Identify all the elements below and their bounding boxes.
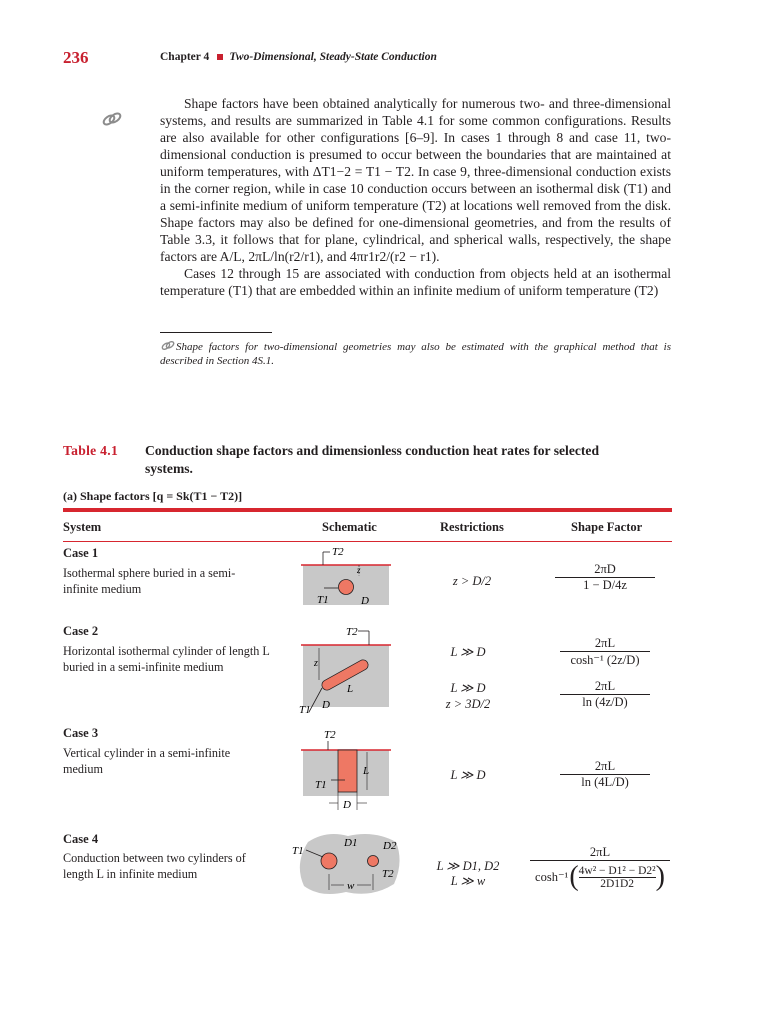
- label-L: L: [363, 765, 370, 777]
- fraction-denominator: [530, 860, 670, 891]
- case-1-restriction: z > D/2: [452, 574, 492, 588]
- label-w: w: [347, 880, 355, 892]
- case-4-shape-factor: [530, 845, 670, 891]
- header-shape-factor: Shape Factor: [571, 520, 643, 534]
- case-1-shape-factor: [555, 562, 655, 593]
- label-D2: D2: [383, 840, 397, 852]
- web-link-icon: [160, 340, 176, 351]
- label-D: D: [322, 699, 330, 711]
- fraction-numerator: 2πL: [594, 759, 616, 773]
- table-caption: [63, 442, 663, 476]
- inner-fraction: [579, 865, 656, 890]
- fraction-numerator: 2πL: [594, 636, 616, 650]
- label-T2: T2: [346, 626, 358, 638]
- case-2-restriction-3: z > 3D/2: [445, 697, 491, 711]
- case-4-description: Conduction between two cylinders of length L in infinite medium: [63, 851, 246, 881]
- paragraph-2: Cases 12 through 15 are associated with conduction from objects held at an isothermal temperature (T1) that are embedded within an infinite medium of uniform temperature (T2): [160, 266, 671, 298]
- cosh-inverse: cosh⁻¹: [535, 870, 569, 884]
- case-1-description: Isothermal sphere buried in a semi-infinite medium: [63, 566, 236, 596]
- paren-left-icon: (: [569, 861, 579, 892]
- case-2-shape-factor-1: [560, 636, 650, 668]
- case-1-schematic: [295, 543, 395, 611]
- chapter-title: Two-Dimensional, Steady-State Conduction: [229, 51, 437, 63]
- table-title: Conduction shape factors and dimensionless conduction heat rates for selected systems.: [145, 443, 600, 476]
- label-z: z: [357, 565, 361, 575]
- body-text: [160, 95, 671, 299]
- footnote-rule: [160, 332, 272, 333]
- case-2-schematic: [295, 622, 395, 714]
- fraction-denominator: ln (4L/D): [560, 774, 650, 790]
- label-T1: T1: [292, 845, 304, 857]
- case-2-shape-factor-2: [560, 679, 650, 710]
- page-number: 236: [63, 48, 89, 67]
- label-z: z: [314, 658, 318, 669]
- running-head: [160, 51, 437, 63]
- fraction-numerator: 2πD: [594, 562, 616, 576]
- chapter-label: Chapter 4: [160, 51, 210, 63]
- label-D: D: [343, 799, 351, 811]
- table-label: Table 4.1: [63, 443, 119, 458]
- header-schematic: Schematic: [322, 520, 377, 534]
- square-bullet-icon: [217, 54, 223, 60]
- label-L: L: [347, 683, 354, 695]
- case-4-label: Case 4: [63, 832, 99, 846]
- inner-numerator: 4w² − D1² − D2²: [578, 864, 656, 877]
- fraction-denominator: cosh⁻¹ (2z/D): [560, 651, 650, 668]
- web-link-icon: [102, 111, 122, 127]
- inner-denominator: 2D1D2: [579, 877, 656, 890]
- case-3-shape-factor: [560, 759, 650, 790]
- header-system: System: [63, 520, 102, 534]
- case-2-restriction-1: L ≫ D: [450, 645, 486, 659]
- fraction-denominator: 1 − D/4z: [555, 577, 655, 593]
- label-D1: D1: [344, 837, 358, 849]
- footnote: [160, 340, 671, 368]
- case-3-description: Vertical cylinder in a semi-infinite medium: [63, 746, 231, 776]
- table-top-rule: [63, 508, 672, 512]
- label-D: D: [361, 595, 369, 607]
- header-restrictions: Restrictions: [440, 520, 504, 534]
- label-T1: T1: [315, 779, 327, 791]
- case-2-restriction-2: L ≫ D: [450, 681, 486, 695]
- paragraph-1: Shape factors have been obtained analytically for numerous two- and three-dimensional systems, and results are summarized in Table 4.1 for some common configurations. Results are also available for other configurations [6–9]. In cases 1 through 8 and case 11, two-dimensional conduction is presumed to occur between the boundaries that are maintained at uniform temperatures, with ΔT1−2 = T1 − T2. In case 9, three-dimensional conduction exists in the corner region, while in case 10 conduction occurs between an isothermal disk (T1) and a semi-infinite medium of uniform temperature (T2) at locations well removed from the disk. Shape factors may also be defined for one-dimensional geometries, and from the results of Table 3.3, it follows that for plane, cylindrical, and spherical walls, respectively, the shape factors are A/L, 2πL/ln(r2/r1), and 4πr1r2/(r2 − r1).: [160, 96, 671, 264]
- footnote-text: Shape factors for two-dimensional geometries may also be estimated with the graphical method that is described in Section 4S.1.: [160, 341, 671, 367]
- case-3-restriction: L ≫ D: [450, 768, 486, 782]
- case-3-schematic: [295, 724, 395, 816]
- case-2-label: Case 2: [63, 624, 99, 638]
- label-T2: T2: [324, 729, 336, 741]
- case-1-label: Case 1: [63, 546, 99, 560]
- table-subtitle: (a) Shape factors [q = Sk(T1 − T2)]: [63, 489, 243, 503]
- fraction-numerator: 2πL: [594, 679, 616, 693]
- label-T2: T2: [382, 868, 394, 880]
- fraction-denominator: ln (4z/D): [560, 694, 650, 710]
- label-T1: T1: [299, 704, 311, 714]
- case-2-description: Horizontal isothermal cylinder of length L buried in a semi-infinite medium: [63, 644, 270, 674]
- case-4-restriction-2: L ≫ w: [450, 874, 486, 888]
- table-header-rule: [63, 541, 672, 542]
- case-4-restriction-1: L ≫ D1, D2: [436, 859, 500, 873]
- label-T1: T1: [317, 594, 329, 606]
- case-4-schematic: [286, 828, 404, 900]
- paren-right-icon: ): [655, 861, 665, 892]
- case-3-label: Case 3: [63, 726, 99, 740]
- fraction-numerator: 2πL: [589, 845, 611, 859]
- label-T2: T2: [332, 546, 344, 558]
